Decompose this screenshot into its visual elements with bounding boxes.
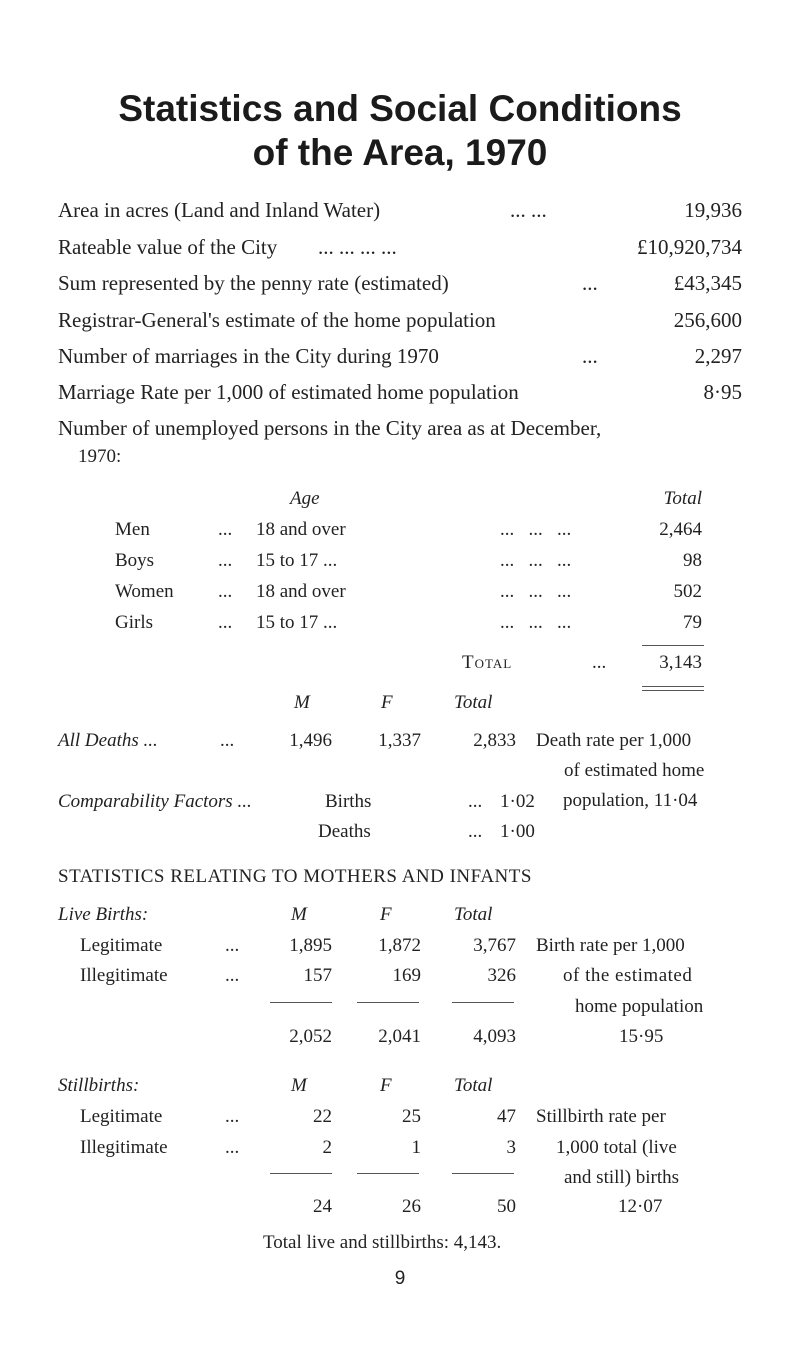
comparability-deaths-dots: ... bbox=[468, 821, 483, 842]
page-title: Statistics and Social Conditions bbox=[118, 88, 682, 129]
unemployed-age: 18 and over bbox=[256, 581, 346, 602]
unemployed-group: Men bbox=[115, 519, 150, 540]
unemployed-heading: Number of unemployed persons in the City area as at December, bbox=[58, 416, 602, 440]
unemployed-leader-dots: ... ... ... bbox=[500, 519, 572, 540]
summary-label-area: Area in acres (Land and Inland Water) bbox=[58, 198, 381, 222]
comparability-deaths-value: 1·00 bbox=[500, 821, 535, 842]
deaths-m: 1,496 bbox=[289, 730, 332, 751]
summary-value-marriage-rate: 8·95 bbox=[703, 380, 742, 404]
death-rate-line2: of estimated home bbox=[564, 760, 705, 781]
birth-rate-line2: of the estimated bbox=[563, 965, 693, 986]
deaths-total: 2,833 bbox=[473, 730, 516, 751]
live-births-row-f: 1,872 bbox=[378, 935, 421, 956]
unemployed-group: Women bbox=[115, 581, 174, 602]
deaths-col-f: F bbox=[381, 692, 393, 713]
comparability-deaths-label: Deaths bbox=[318, 821, 371, 842]
stillbirths-total-total: 50 bbox=[497, 1196, 516, 1217]
summary-value-rateable: £10,920,734 bbox=[637, 235, 742, 259]
unemployed-total: 502 bbox=[673, 581, 702, 602]
stillbirths-row-m: 2 bbox=[322, 1137, 332, 1158]
comparability-births-label: Births bbox=[325, 791, 372, 812]
stillbirths-row-dots: ... bbox=[225, 1137, 240, 1158]
unemployed-dots: ... bbox=[218, 550, 233, 571]
unemployed-total: 98 bbox=[683, 550, 702, 571]
live-births-rule-total bbox=[452, 1002, 514, 1003]
live-births-total-total: 4,093 bbox=[473, 1026, 516, 1047]
stillbirths-row-total: 47 bbox=[497, 1106, 516, 1127]
unemployed-dots: ... bbox=[218, 519, 233, 540]
summary-label-rateable: Rateable value of the City bbox=[58, 235, 278, 259]
comparability-label: Comparability Factors ... bbox=[58, 791, 252, 812]
birth-rate-line1: Birth rate per 1,000 bbox=[536, 935, 685, 956]
live-births-row-m: 157 bbox=[303, 965, 332, 986]
unemployed-dots: ... bbox=[218, 612, 233, 633]
unemployed-group: Boys bbox=[115, 550, 155, 571]
stillbirths-col-f: F bbox=[380, 1075, 392, 1096]
stillbirth-rate-line3: and still) births bbox=[564, 1167, 680, 1188]
summary-label-penny-rate: Sum represented by the penny rate (estimated) bbox=[58, 271, 449, 295]
live-births-row-dots: ... bbox=[225, 935, 240, 956]
live-births-row-f: 169 bbox=[392, 965, 421, 986]
live-births-col-total: Total bbox=[454, 904, 493, 925]
live-births-total-m: 2,052 bbox=[289, 1026, 332, 1047]
stillbirths-rule-m bbox=[270, 1173, 332, 1174]
stillbirths-col-total: Total bbox=[454, 1075, 493, 1096]
stillbirths-row-total: 3 bbox=[506, 1137, 516, 1158]
stillbirths-col-m: M bbox=[291, 1075, 307, 1096]
unemployed-total-rule bbox=[642, 645, 704, 646]
deaths-f: 1,337 bbox=[378, 730, 421, 751]
stillbirth-rate-value: 12·07 bbox=[618, 1196, 663, 1217]
mothers-infants-heading: STATISTICS RELATING TO MOTHERS AND INFANTS bbox=[58, 866, 532, 887]
stillbirth-rate-line2: 1,000 total (live bbox=[556, 1137, 677, 1158]
deaths-dots: ... bbox=[220, 730, 235, 751]
unemployed-total-label: Total bbox=[462, 652, 513, 673]
death-rate-line3: population, 11·04 bbox=[563, 790, 698, 811]
stillbirths-row-name: Legitimate bbox=[80, 1106, 163, 1127]
live-births-row-name: Illegitimate bbox=[80, 965, 168, 986]
unemployed-age: 15 to 17 ... bbox=[256, 612, 338, 633]
unemployed-total: 79 bbox=[683, 612, 702, 633]
unemployed-leader-dots: ... ... ... bbox=[500, 612, 572, 633]
unemployed-total-value: 3,143 bbox=[659, 652, 702, 673]
live-births-row-total: 326 bbox=[487, 965, 516, 986]
stillbirths-total-f: 26 bbox=[402, 1196, 421, 1217]
live-births-row-name: Legitimate bbox=[80, 935, 163, 956]
summary-dots-marriages: ... bbox=[582, 344, 598, 368]
unemployed-col-total: Total bbox=[663, 488, 702, 509]
unemployed-total-double-rule bbox=[642, 686, 704, 691]
summary-value-area: 19,936 bbox=[684, 198, 742, 222]
live-births-rule-f bbox=[357, 1002, 419, 1003]
deaths-col-total: Total bbox=[454, 692, 493, 713]
stillbirths-row-dots: ... bbox=[225, 1106, 240, 1127]
summary-dots-area: ... ... bbox=[510, 198, 547, 222]
deaths-col-m: M bbox=[294, 692, 310, 713]
comparability-births-value: 1·02 bbox=[500, 791, 535, 812]
stillbirths-row-f: 25 bbox=[402, 1106, 421, 1127]
stillbirths-rule-f bbox=[357, 1173, 419, 1174]
stillbirth-rate-line1: Stillbirth rate per bbox=[536, 1106, 666, 1127]
stillbirths-row-name: Illegitimate bbox=[80, 1137, 168, 1158]
unemployed-age: 18 and over bbox=[256, 519, 346, 540]
birth-rate-value: 15·95 bbox=[619, 1026, 664, 1047]
summary-value-marriages: 2,297 bbox=[694, 344, 742, 368]
unemployed-total: 2,464 bbox=[659, 519, 702, 540]
summary-value-population: 256,600 bbox=[673, 308, 742, 332]
summary-label-marriage-rate: Marriage Rate per 1,000 of estimated home population bbox=[58, 380, 519, 404]
summary-dots-rateable: ... ... ... ... bbox=[318, 235, 397, 259]
comparability-births-dots: ... bbox=[468, 791, 483, 812]
unemployed-dots: ... bbox=[218, 581, 233, 602]
unemployed-heading-year: 1970: bbox=[78, 446, 122, 467]
page-subtitle: of the Area, 1970 bbox=[252, 132, 548, 173]
live-births-total-f: 2,041 bbox=[378, 1026, 421, 1047]
stillbirths-row-f: 1 bbox=[411, 1137, 421, 1158]
deaths-label: All Deaths ... bbox=[58, 730, 158, 751]
death-rate-line1: Death rate per 1,000 bbox=[536, 730, 692, 751]
live-births-row-dots: ... bbox=[225, 965, 240, 986]
summary-dots-penny-rate: ... bbox=[582, 271, 598, 295]
unemployed-group: Girls bbox=[115, 612, 153, 633]
live-births-row-total: 3,767 bbox=[473, 935, 516, 956]
birth-rate-line3: home population bbox=[575, 996, 704, 1017]
unemployed-col-age: Age bbox=[290, 488, 320, 509]
summary-label-marriages: Number of marriages in the City during 1970 bbox=[58, 344, 439, 368]
live-births-col-f: F bbox=[380, 904, 392, 925]
stillbirths-rule-total bbox=[452, 1173, 514, 1174]
live-births-rule-m bbox=[270, 1002, 332, 1003]
live-births-row-m: 1,895 bbox=[289, 935, 332, 956]
live-births-label: Live Births: bbox=[58, 904, 149, 925]
unemployed-leader-dots: ... ... ... bbox=[500, 581, 572, 602]
unemployed-total-dots: ... bbox=[592, 652, 607, 673]
stillbirths-label: Stillbirths: bbox=[58, 1075, 140, 1096]
summary-label-population: Registrar-General's estimate of the home population bbox=[58, 308, 496, 332]
live-births-col-m: M bbox=[291, 904, 307, 925]
unemployed-age: 15 to 17 ... bbox=[256, 550, 338, 571]
stillbirths-row-m: 22 bbox=[313, 1106, 332, 1127]
unemployed-leader-dots: ... ... ... bbox=[500, 550, 572, 571]
summary-value-penny-rate: £43,345 bbox=[673, 271, 742, 295]
page-number: 9 bbox=[394, 1268, 406, 1289]
total-live-and-stillbirths: Total live and stillbirths: 4,143. bbox=[263, 1232, 502, 1253]
stillbirths-total-m: 24 bbox=[313, 1196, 332, 1217]
